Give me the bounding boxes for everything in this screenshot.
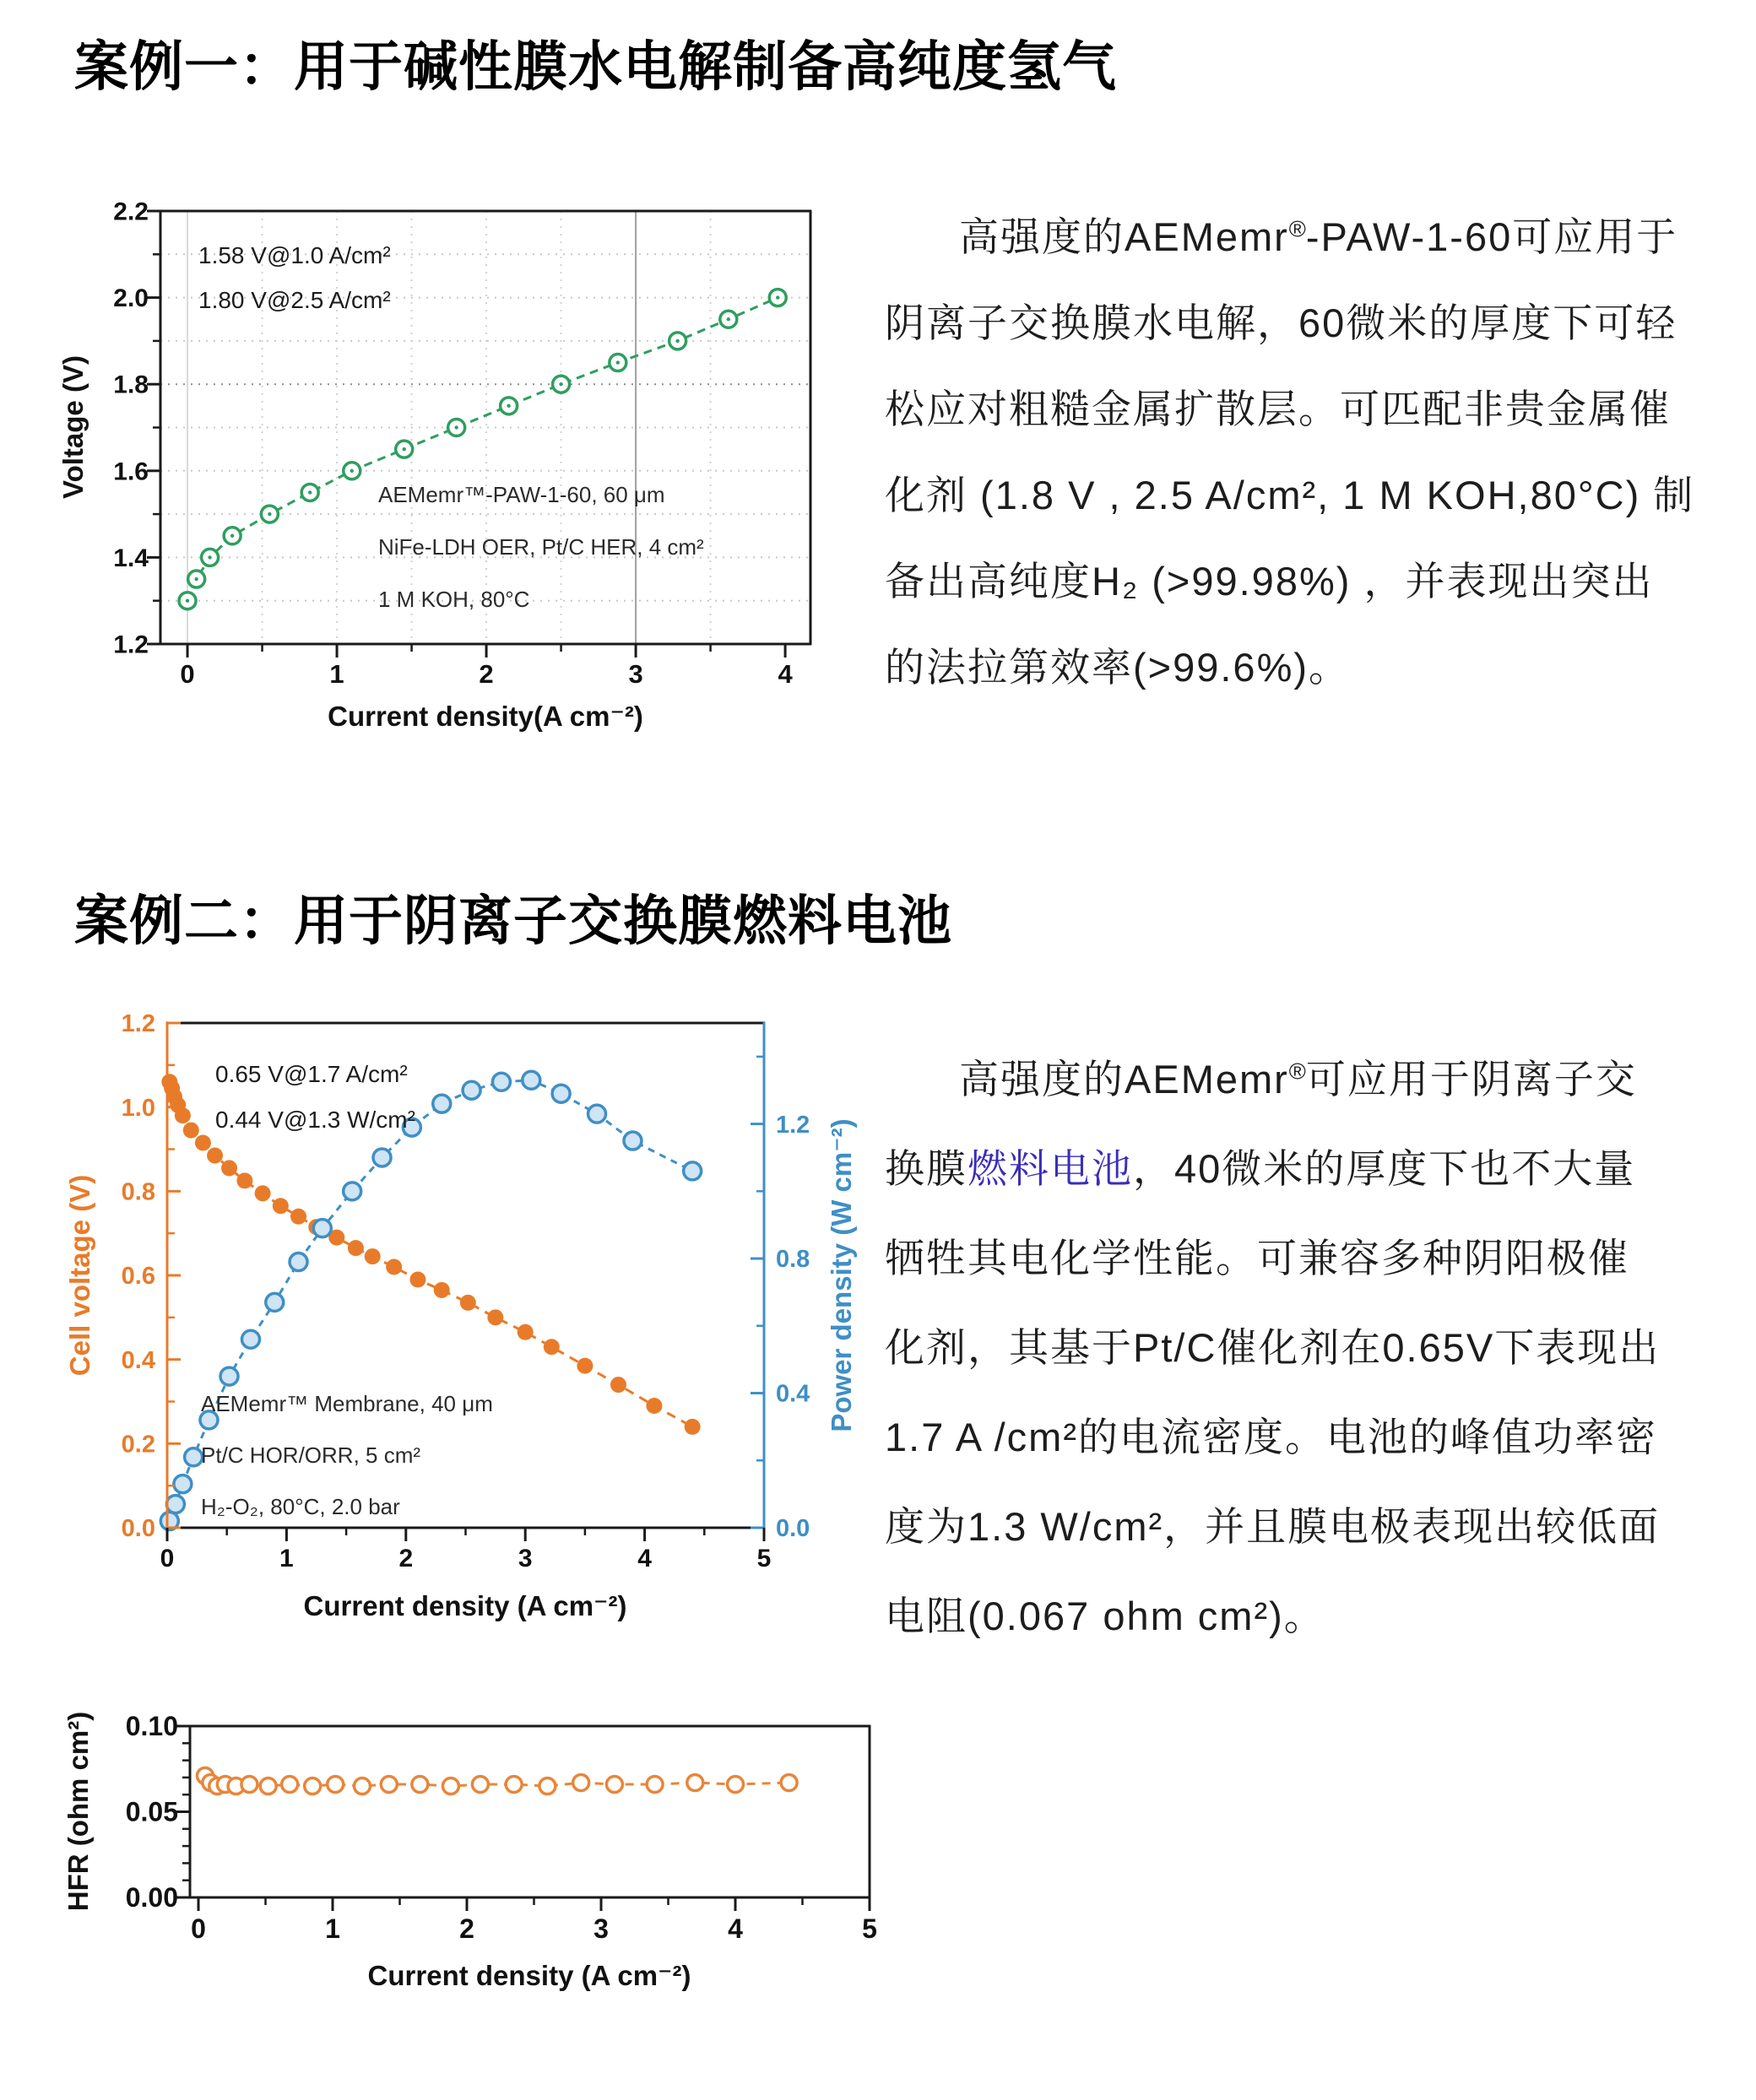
paragraph-line — [885, 636, 1350, 693]
fuelcell-hfr-chart — [51, 1688, 946, 2051]
tick-label: 3 — [518, 1545, 533, 1572]
tick-label: 1.4 — [113, 544, 149, 572]
chart-annotation: AEMemr™ Membrane, 40 μm — [201, 1391, 493, 1416]
tick-label: 0.00 — [125, 1882, 178, 1913]
tick-label: 0.05 — [125, 1796, 178, 1827]
tick-label: 2.2 — [113, 198, 149, 226]
paragraph-text: 牺牲其电化学性能。可兼容多种阴阳极催 — [885, 1236, 1629, 1280]
tick-label: 0 — [180, 659, 195, 689]
paragraph-text: 换膜 — [885, 1146, 967, 1191]
paragraph-line — [885, 464, 1694, 521]
paragraph-line — [885, 378, 1671, 435]
tick-label: 0.8 — [121, 1178, 155, 1206]
fuelcell-polarization-power-chart — [51, 996, 903, 1671]
paragraph-text: 可应用于阴离子交 — [1305, 1057, 1637, 1101]
axis-title: Power density (W cm⁻²) — [826, 1118, 857, 1432]
paragraph-line — [959, 1048, 1637, 1105]
paragraph-text: 度为1.3 W/cm²，并且膜电极表现出较低面 — [885, 1504, 1661, 1549]
axis-title: Current density(A cm⁻²) — [328, 701, 643, 732]
tick-label: 1.0 — [121, 1094, 155, 1122]
tick-label: 0 — [191, 1913, 206, 1944]
chart-annotation: Pt/C HOR/ORR, 5 cm² — [201, 1442, 421, 1468]
axis-title: Voltage (V) — [57, 355, 89, 499]
HFR-series — [197, 1767, 797, 1794]
tick-label: 2 — [398, 1545, 414, 1572]
paragraph-line — [959, 206, 1677, 262]
tick-label: 3 — [593, 1913, 609, 1944]
chart-annotation: 1.80 V@2.5 A/cm² — [198, 287, 391, 313]
paragraph-line — [885, 292, 1677, 349]
axis-title: Cell voltage (V) — [64, 1174, 95, 1377]
tick-label: 0.6 — [121, 1263, 155, 1291]
case1-heading: 案例一：用于碱性膜水电解制备高纯度氢气 — [74, 36, 1117, 97]
paragraph-text: 化剂 (1.8 V , 2.5 A/cm², 1 M KOH,80°C) 制 — [885, 473, 1695, 517]
tick-label: 1.2 — [121, 1010, 155, 1038]
fuel-cell-link[interactable]: 燃料电池 — [967, 1146, 1133, 1191]
tick-label: 0 — [160, 1545, 175, 1572]
paragraph-text: 高强度的AEMemr — [959, 214, 1289, 259]
tick-label: 2 — [479, 659, 494, 689]
paragraph-text: 化剂，其基于Pt/C催化剂在0.65V下表现出 — [885, 1325, 1661, 1370]
paragraph-line — [885, 1138, 1635, 1194]
paragraph-text: 1.7 A /cm²的电流密度。电池的峰值功率密 — [885, 1415, 1657, 1459]
paragraph-text: 备出高纯度H₂ (>99.98%) ，并表现出突出 — [885, 559, 1654, 603]
tick-label: 0.0 — [776, 1515, 810, 1543]
paragraph-text: 电阻(0.067 ohm cm²)。 — [885, 1594, 1325, 1638]
axis-title: Current density (A cm⁻²) — [367, 1960, 691, 1991]
paragraph-line — [885, 1227, 1629, 1284]
paragraph-text: ® — [1288, 215, 1306, 242]
chart-annotation: 1 M KOH, 80°C — [378, 587, 530, 612]
paragraph-text: 松应对粗糙金属扩散层。可匹配非贵金属催 — [885, 387, 1671, 431]
case2-heading: 案例二：用于阴离子交换膜燃料电池 — [74, 890, 952, 951]
tick-label: 0.4 — [121, 1346, 155, 1374]
paragraph-text: ® — [1288, 1058, 1306, 1085]
tick-label: 0.10 — [125, 1711, 178, 1742]
tick-label: 3 — [628, 659, 643, 689]
tick-label: 4 — [728, 1913, 743, 1944]
chart-annotation: AEMemr™-PAW-1-60, 60 μm — [378, 482, 665, 507]
axis-title: HFR (ohm cm²) — [62, 1711, 94, 1912]
chart-annotation: 0.44 V@1.3 W/cm² — [215, 1107, 415, 1133]
chart-annotation: NiFe-LDH OER, Pt/C HER, 4 cm² — [378, 534, 704, 560]
tick-label: 4 — [778, 659, 793, 689]
tick-label: 0.0 — [121, 1515, 155, 1543]
axis-title: Current density (A cm⁻²) — [303, 1590, 627, 1621]
electrolysis-polarization-chart — [51, 177, 853, 768]
chart-annotation: H₂-O₂, 80°C, 2.0 bar — [201, 1494, 400, 1519]
tick-label: 2.0 — [113, 284, 149, 313]
paragraph-line — [885, 550, 1653, 607]
tick-label: 1 — [279, 1545, 294, 1572]
paragraph-line — [885, 1317, 1660, 1373]
tick-label: 0.2 — [121, 1431, 155, 1459]
tick-label: 1 — [325, 1913, 340, 1944]
paragraph-text: ，40微米的厚度下也不大量 — [1133, 1146, 1636, 1191]
paragraph-line — [885, 1496, 1660, 1552]
tick-label: 2 — [459, 1913, 474, 1944]
tick-label: 5 — [862, 1913, 877, 1944]
chart-annotation: 0.65 V@1.7 A/cm² — [215, 1061, 408, 1087]
tick-label: 1.6 — [113, 457, 149, 486]
tick-label: 1 — [329, 659, 344, 689]
chart-annotation: 1.58 V@1.0 A/cm² — [198, 242, 391, 268]
paragraph-text: -PAW-1-60可应用于 — [1305, 214, 1678, 259]
paragraph-line — [885, 1585, 1325, 1642]
paragraph-text: 的法拉第效率(>99.6%)。 — [885, 645, 1351, 690]
tick-label: 4 — [637, 1545, 652, 1572]
paragraph-text: 阴离子交换膜水电解，60微米的厚度下可轻 — [885, 300, 1677, 345]
paragraph-line — [885, 1406, 1657, 1463]
AEMemr-PAW-1-60-polarization-curve-series — [179, 290, 786, 609]
tick-label: 5 — [756, 1545, 772, 1572]
tick-label: 0.8 — [776, 1246, 810, 1274]
tick-label: 1.8 — [113, 371, 149, 399]
tick-label: 1.2 — [776, 1111, 810, 1139]
paragraph-text: 高强度的AEMemr — [959, 1057, 1289, 1101]
tick-label: 1.2 — [113, 631, 149, 659]
tick-label: 0.4 — [776, 1380, 810, 1408]
